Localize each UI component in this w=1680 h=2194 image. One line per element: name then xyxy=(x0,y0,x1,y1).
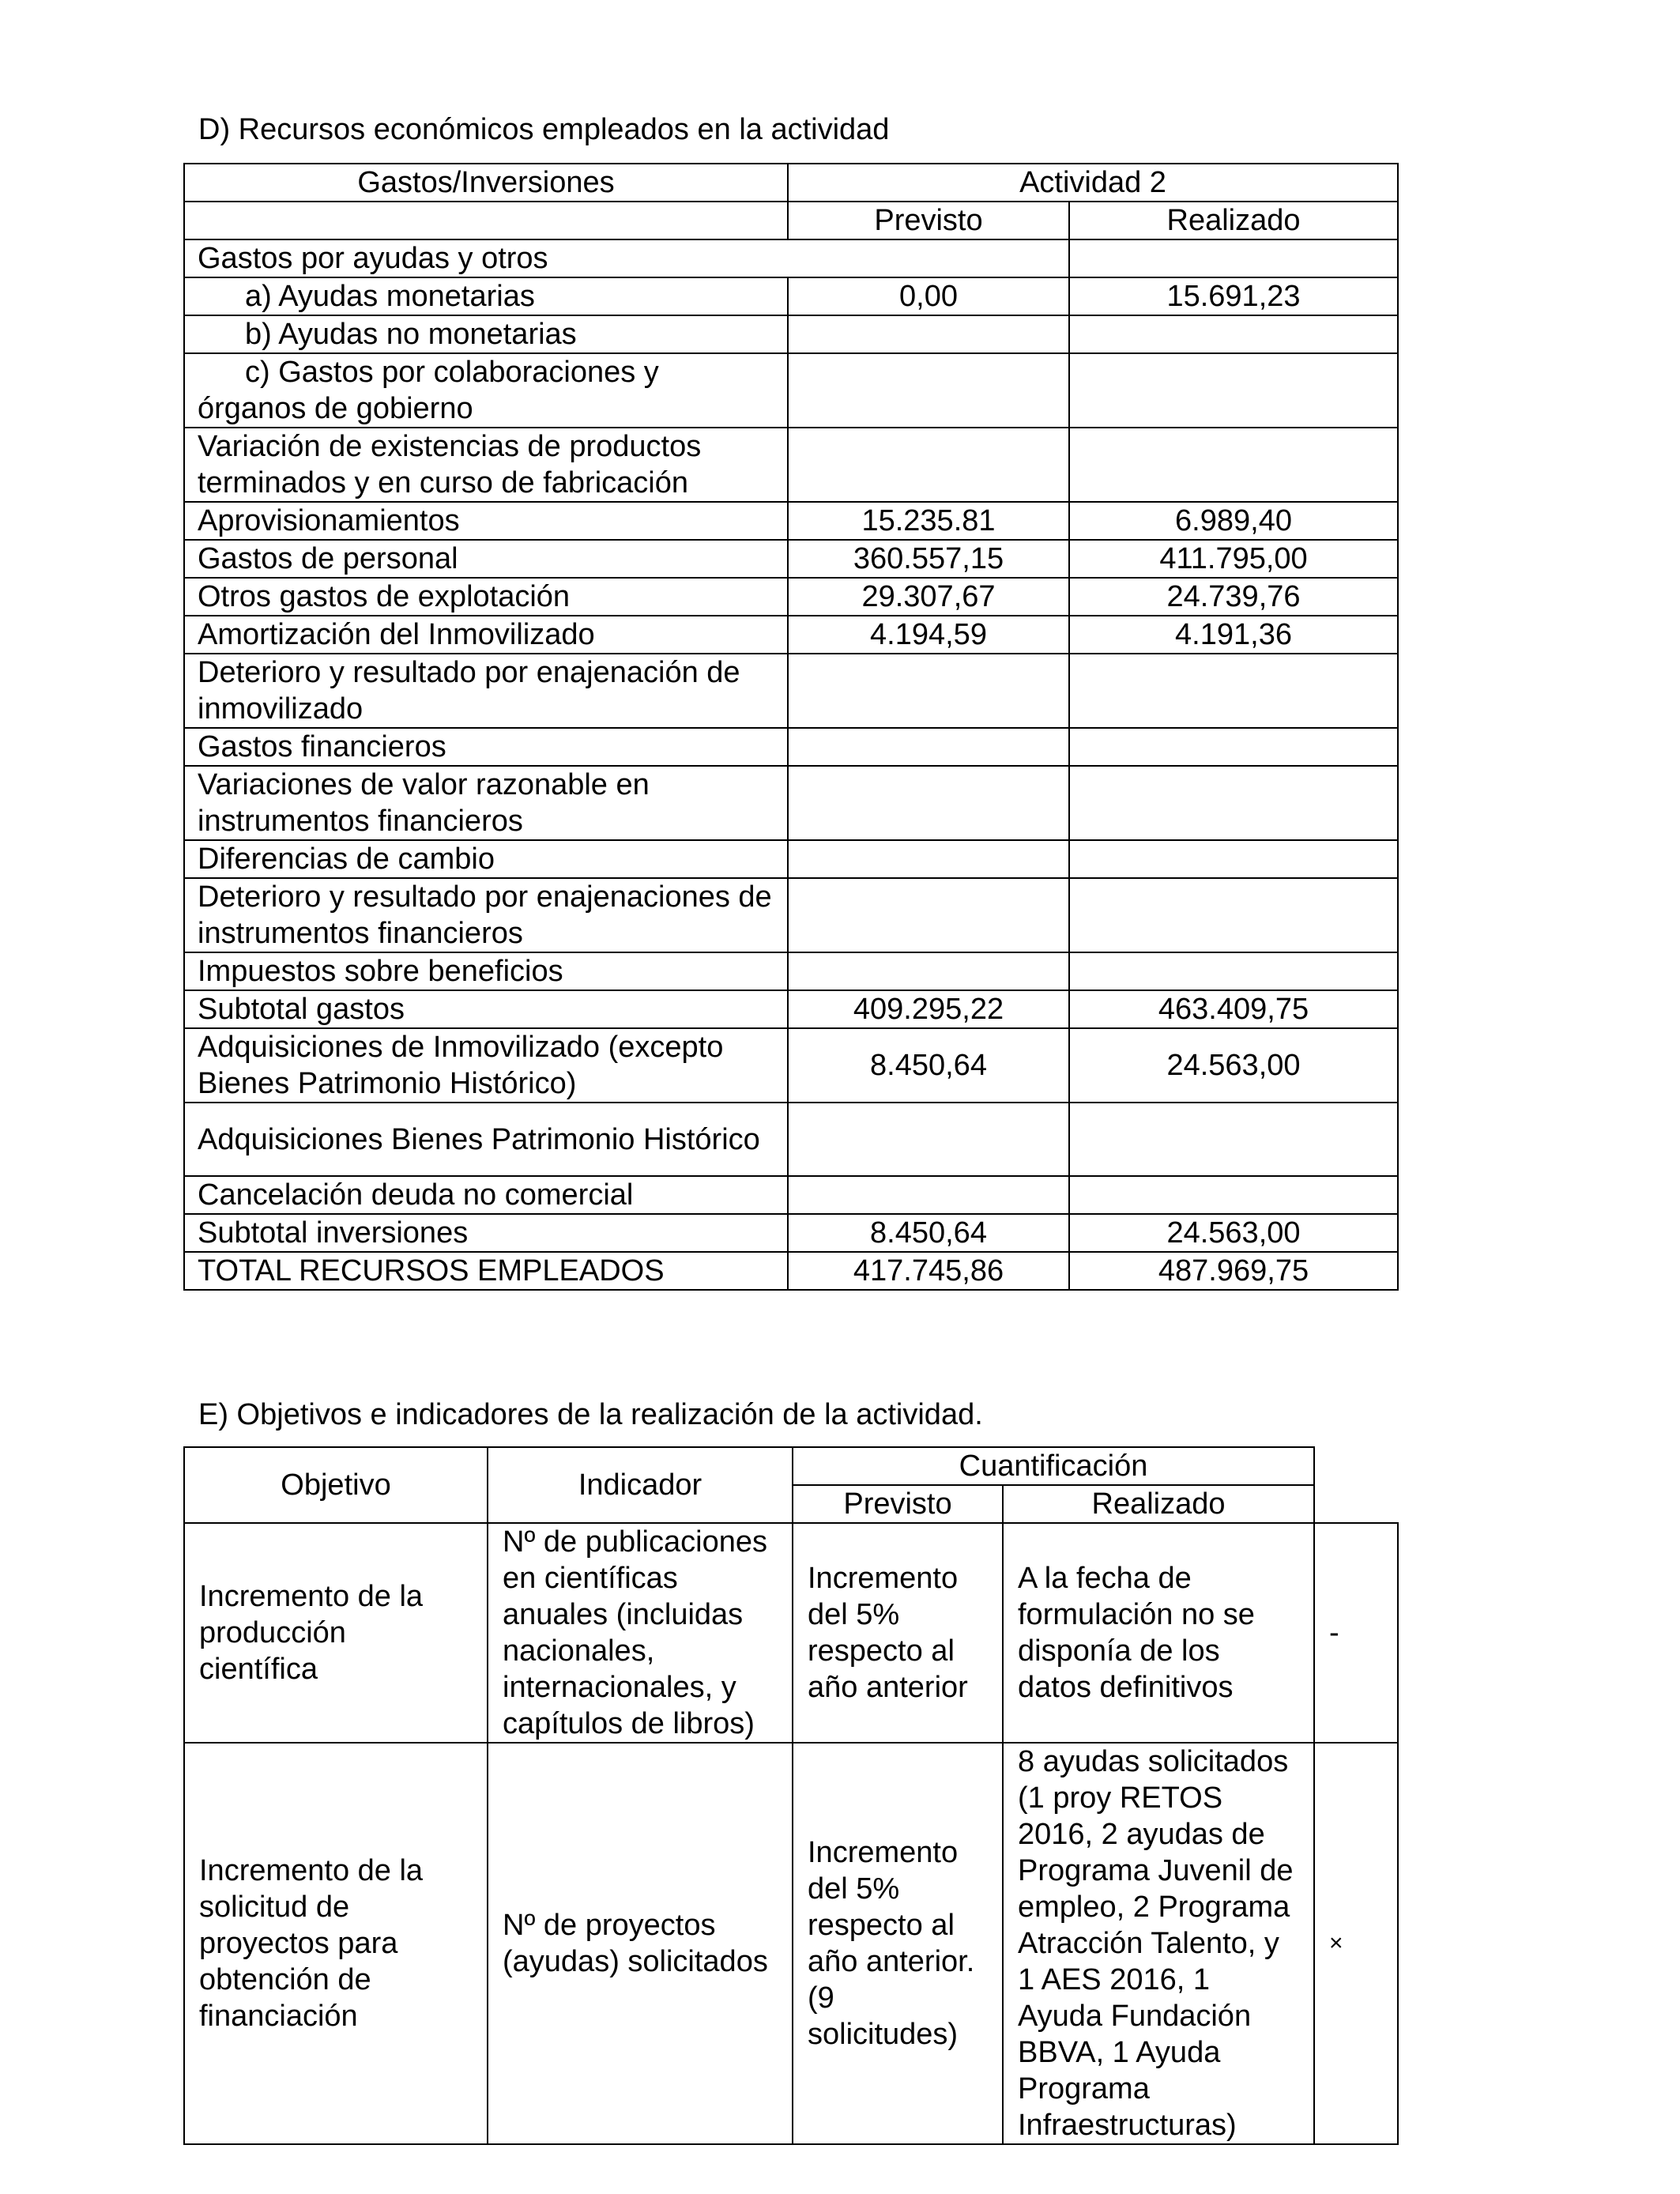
row-realizado: 24.563,00 xyxy=(1069,1214,1398,1252)
row-label: Aprovisionamientos xyxy=(184,502,788,540)
row-label xyxy=(184,353,788,428)
row-realizado: 8 ayudas solicitados (1 proy RETOS 2016, 2 ayudas de Programa Juvenil de empleo, 2 Programa Atracción Talento, y 1 AES 2016, 1 Ayuda Fundación BBVA, 1 Ayuda Programa Infraestructuras) xyxy=(1003,1743,1314,2144)
row-realizado: 463.409,75 xyxy=(1069,990,1398,1028)
row-label: Gastos de personal xyxy=(184,540,788,578)
row-mark: - xyxy=(1314,1523,1398,1743)
table-header-row xyxy=(184,1447,1398,1485)
row-previsto xyxy=(788,728,1069,766)
table-row xyxy=(184,878,1398,952)
row-label: Diferencias de cambio xyxy=(184,840,788,878)
row-label: Deterioro y resultado por enajenaciones de instrumentos financieros xyxy=(184,878,788,952)
row-previsto: 417.745,86 xyxy=(788,1252,1069,1290)
row-realizado xyxy=(1069,315,1398,353)
row-label: Variación de existencias de productos terminados y en curso de fabricación xyxy=(184,428,788,502)
row-realizado: 15.691,23 xyxy=(1069,277,1398,315)
row-previsto: Incremento del 5% respecto al año anterior xyxy=(793,1523,1003,1743)
row-realizado xyxy=(1069,952,1398,990)
header-realizado: Realizado xyxy=(1003,1485,1314,1523)
table-row xyxy=(184,1743,1398,2144)
table-row xyxy=(184,1523,1398,1743)
row-label: Adquisiciones Bienes Patrimonio Histórico xyxy=(184,1103,788,1176)
row-label-line-2: órganos de gobierno xyxy=(198,392,473,425)
header-blank-cell xyxy=(1314,1447,1398,1523)
row-indicador: Nº de proyectos (ayudas) solicitados xyxy=(488,1743,793,2144)
row-label: b) Ayudas no monetarias xyxy=(184,315,788,353)
row-realizado xyxy=(1069,428,1398,502)
table-row xyxy=(184,315,1398,353)
row-previsto xyxy=(788,766,1069,840)
row-realizado: 24.563,00 xyxy=(1069,1028,1398,1103)
header-cuantificacion: Cuantificación xyxy=(793,1447,1314,1485)
row-previsto xyxy=(788,840,1069,878)
row-realizado xyxy=(1069,1103,1398,1176)
row-label-line-1: c) Gastos por colaboraciones y xyxy=(245,356,659,389)
row-previsto: 29.307,67 xyxy=(788,578,1069,616)
row-previsto: 8.450,64 xyxy=(788,1214,1069,1252)
row-previsto xyxy=(788,1176,1069,1214)
table-row xyxy=(184,1176,1398,1214)
row-previsto xyxy=(788,1103,1069,1176)
row-realizado: 6.989,40 xyxy=(1069,502,1398,540)
row-realizado xyxy=(1069,353,1398,428)
section-d-title: D) Recursos económicos empleados en la actividad xyxy=(198,113,890,146)
header-gastos-inversiones: Gastos/Inversiones xyxy=(184,164,788,202)
table-row xyxy=(184,540,1398,578)
row-label: Otros gastos de explotación xyxy=(184,578,788,616)
row-previsto: 15.235.81 xyxy=(788,502,1069,540)
row-previsto: 409.295,22 xyxy=(788,990,1069,1028)
objectives-table xyxy=(183,1446,1399,2145)
row-previsto xyxy=(788,654,1069,728)
row-label: Gastos financieros xyxy=(184,728,788,766)
row-objetivo: Incremento de la solicitud de proyectos para obtención de financiación xyxy=(184,1743,488,2144)
row-previsto: 4.194,59 xyxy=(788,616,1069,654)
header-previsto: Previsto xyxy=(788,202,1069,239)
row-realizado: 4.191,36 xyxy=(1069,616,1398,654)
row-label: Subtotal inversiones xyxy=(184,1214,788,1252)
row-realizado xyxy=(1069,654,1398,728)
table-row xyxy=(184,654,1398,728)
row-label: Impuestos sobre beneficios xyxy=(184,952,788,990)
row-realizado xyxy=(1069,239,1398,277)
row-label: Amortización del Inmovilizado xyxy=(184,616,788,654)
table-row xyxy=(184,502,1398,540)
row-previsto: 0,00 xyxy=(788,277,1069,315)
row-label: Variaciones de valor razonable en instrumentos financieros xyxy=(184,766,788,840)
row-realizado xyxy=(1069,1176,1398,1214)
table-row xyxy=(184,1252,1398,1290)
table-row xyxy=(184,728,1398,766)
table-row xyxy=(184,1028,1398,1103)
table-row xyxy=(184,766,1398,840)
row-label: Gastos por ayudas y otros xyxy=(184,239,1069,277)
table-row xyxy=(184,428,1398,502)
table-row xyxy=(184,990,1398,1028)
row-mark: × xyxy=(1314,1743,1398,2144)
table-row xyxy=(184,239,1398,277)
row-realizado: A la fecha de formulación no se disponía de los datos definitivos xyxy=(1003,1523,1314,1743)
header-indicador: Indicador xyxy=(488,1447,793,1523)
row-previsto xyxy=(788,878,1069,952)
table-row xyxy=(184,952,1398,990)
row-label: Deterioro y resultado por enajenación de inmovilizado xyxy=(184,654,788,728)
row-realizado xyxy=(1069,840,1398,878)
row-previsto: 360.557,15 xyxy=(788,540,1069,578)
row-label: a) Ayudas monetarias xyxy=(184,277,788,315)
row-label: TOTAL RECURSOS EMPLEADOS xyxy=(184,1252,788,1290)
row-previsto: 8.450,64 xyxy=(788,1028,1069,1103)
table-row xyxy=(184,840,1398,878)
table-header-row xyxy=(184,164,1398,202)
row-label: Subtotal gastos xyxy=(184,990,788,1028)
row-label: Cancelación deuda no comercial xyxy=(184,1176,788,1214)
row-realizado xyxy=(1069,728,1398,766)
row-realizado xyxy=(1069,878,1398,952)
table-subheader-row xyxy=(184,202,1398,239)
row-objetivo: Incremento de la producción científica xyxy=(184,1523,488,1743)
row-previsto xyxy=(788,353,1069,428)
table-row xyxy=(184,1103,1398,1176)
table-row xyxy=(184,353,1398,428)
section-e-title: E) Objetivos e indicadores de la realización de la actividad. xyxy=(198,1398,983,1431)
header-actividad-2: Actividad 2 xyxy=(788,164,1398,202)
row-previsto xyxy=(788,315,1069,353)
row-realizado: 24.739,76 xyxy=(1069,578,1398,616)
row-realizado xyxy=(1069,766,1398,840)
header-previsto: Previsto xyxy=(793,1485,1003,1523)
header-objetivo: Objetivo xyxy=(184,1447,488,1523)
row-previsto xyxy=(788,428,1069,502)
row-realizado: 411.795,00 xyxy=(1069,540,1398,578)
header-realizado: Realizado xyxy=(1069,202,1398,239)
table-row xyxy=(184,277,1398,315)
row-indicador: Nº de publicaciones en científicas anuales (incluidas nacionales, internacionales, y capítulos de libros) xyxy=(488,1523,793,1743)
row-previsto xyxy=(788,952,1069,990)
header-empty-cell xyxy=(184,202,788,239)
row-label: Adquisiciones de Inmovilizado (excepto Bienes Patrimonio Histórico) xyxy=(184,1028,788,1103)
table-row xyxy=(184,1214,1398,1252)
resources-table xyxy=(183,163,1399,1291)
table-row xyxy=(184,616,1398,654)
row-previsto: Incremento del 5% respecto al año anterior. (9 solicitudes) xyxy=(793,1743,1003,2144)
table-row xyxy=(184,578,1398,616)
row-realizado: 487.969,75 xyxy=(1069,1252,1398,1290)
